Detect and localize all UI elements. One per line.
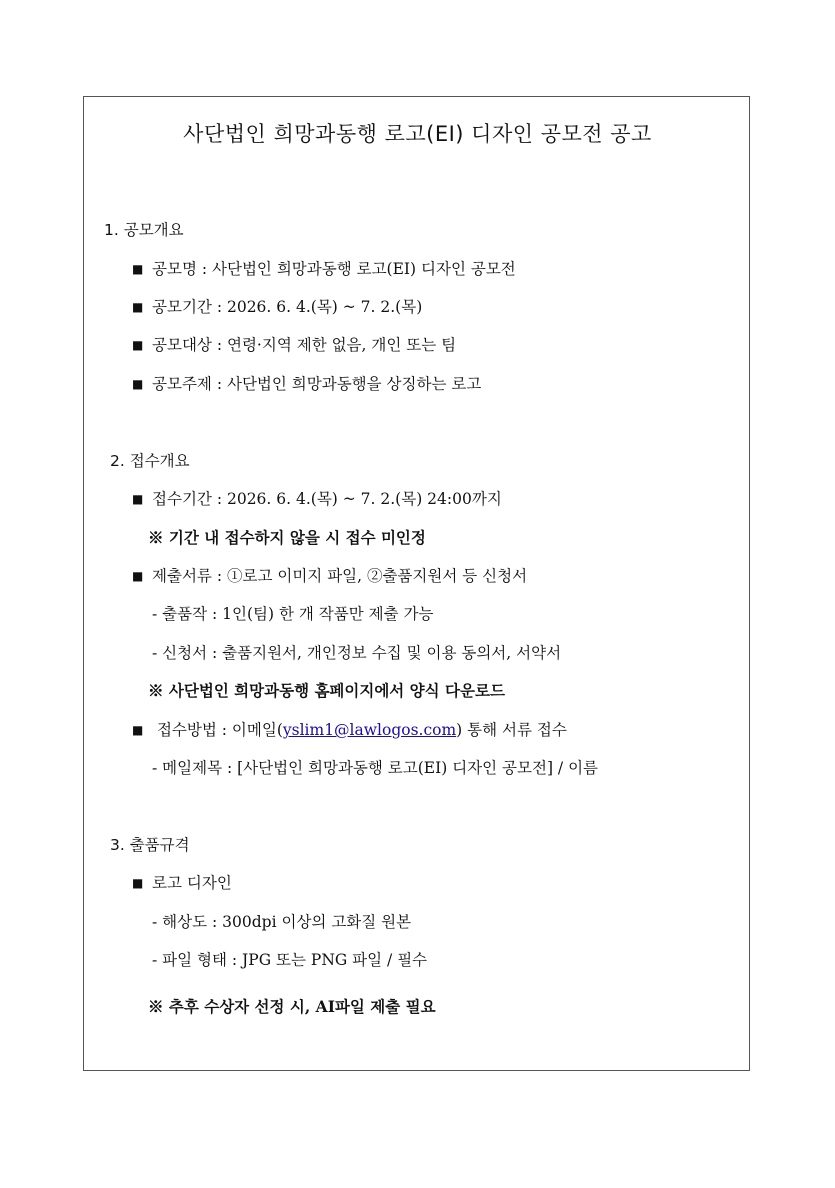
section-2-period-note: ※ 기간 내 접수하지 않을 시 접수 미인정 [148, 528, 426, 547]
section-1-item-period: ■ 공모기간 : 2026. 6. 4.(목) ~ 7. 2.(목) [132, 297, 422, 317]
section-3-heading: 3. 출품규격 [110, 836, 190, 854]
section-2-doc-sub-application: - 신청서 : 출품지원서, 개인정보 수집 및 이용 동의서, 서약서 [152, 644, 562, 662]
section-3-item: ■ 로고 디자인 [132, 873, 232, 893]
section-1-item-target: ■ 공모대상 : 연령·지역 제한 없음, 개인 또는 팀 [132, 335, 456, 355]
section-1-item-theme: ■ 공모주제 : 사단법인 희망과동행을 상징하는 로고 [132, 374, 481, 394]
email-link[interactable]: yslim1@lawlogos.com [282, 721, 457, 739]
section-2-method [132, 720, 567, 740]
section-2-mail-subject: - 메일제목 : [사단법인 희망과동행 로고(EI) 디자인 공모전] / 이름 [152, 759, 599, 777]
section-2-period: ■ 접수기간 : 2026. 6. 4.(목) ~ 7. 2.(목) 24:00까지 [132, 489, 502, 509]
section-2-doc-note: ※ 사단법인 희망과동행 홈페이지에서 양식 다운로드 [148, 681, 505, 700]
section-1-item-name: ■ 공모명 : 사단법인 희망과동행 로고(EI) 디자인 공모전 [132, 259, 516, 279]
section-3-note: ※ 추후 수상자 선정 시, AI파일 제출 필요 [148, 997, 436, 1016]
section-1-heading: 1. 공모개요 [104, 221, 184, 239]
section-3-resolution: - 해상도 : 300dpi 이상의 고화질 원본 [152, 913, 412, 931]
section-2-documents: ■ 제출서류 : ①로고 이미지 파일, ②출품지원서 등 신청서 [132, 566, 527, 586]
page-title: 사단법인 희망과동행 로고(EI) 디자인 공모전 공고 [183, 122, 652, 146]
section-3-file-format: - 파일 형태 : JPG 또는 PNG 파일 / 필수 [152, 951, 428, 969]
method-prefix: 접수방법 : 이메일( [156, 721, 283, 739]
method-suffix: ) 통해 서류 접수 [456, 721, 567, 739]
section-2-doc-sub-entry: - 출품작 : 1인(팀) 한 개 작품만 제출 가능 [152, 605, 434, 623]
section-2-heading: 2. 접수개요 [110, 452, 190, 470]
